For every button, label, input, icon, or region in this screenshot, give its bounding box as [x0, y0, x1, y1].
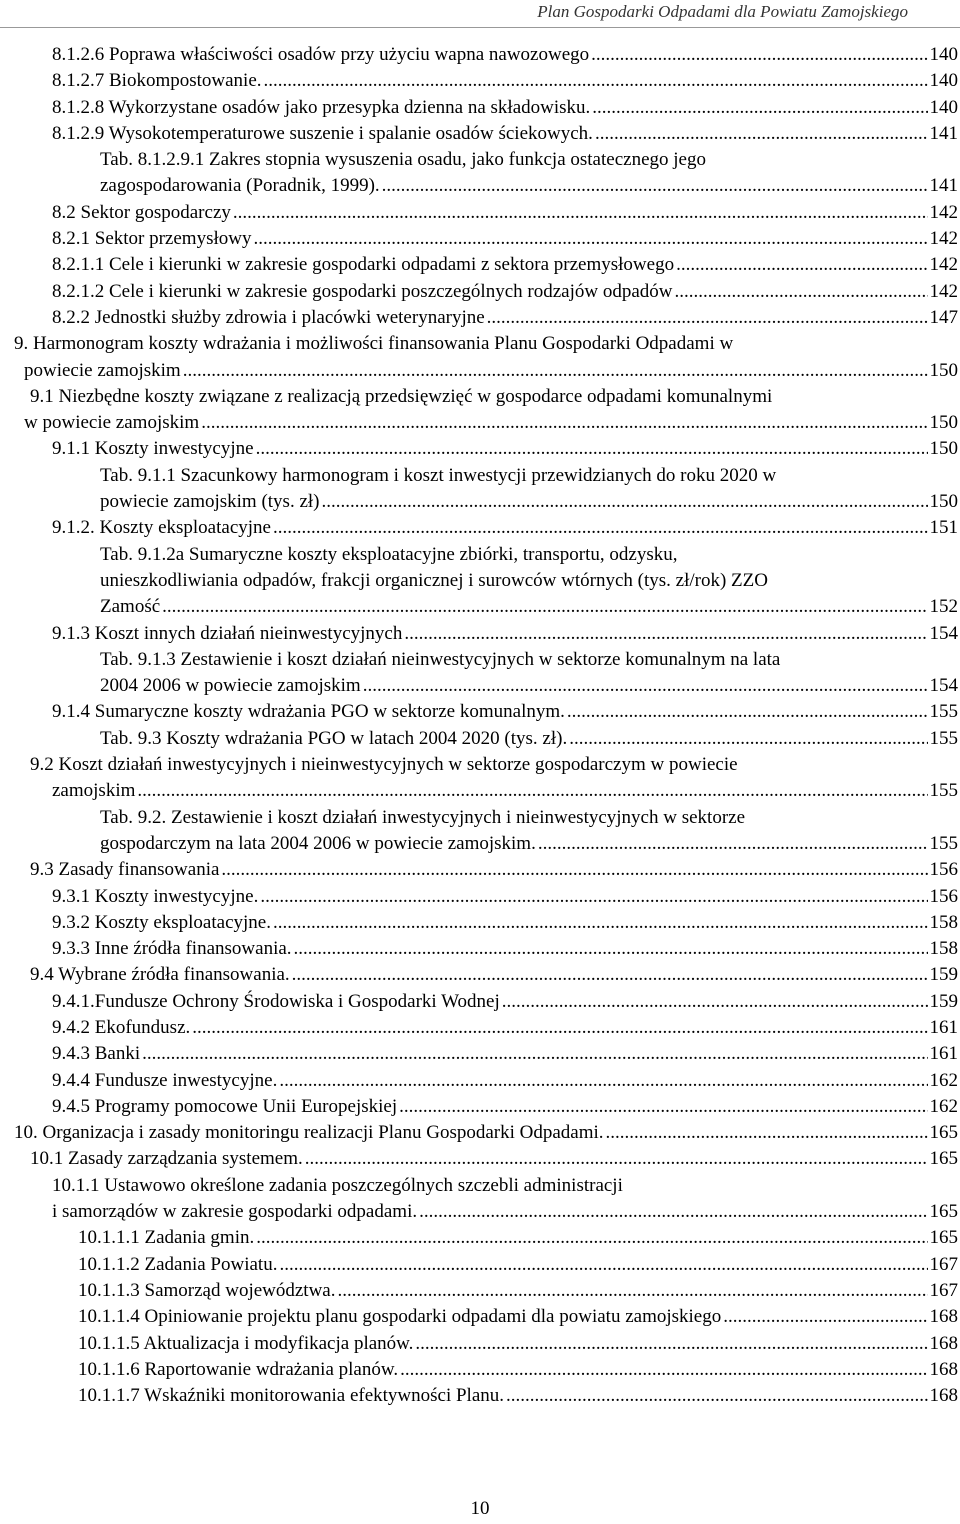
leader-dots: [253, 226, 927, 252]
toc-entry[interactable]: [0, 1357, 960, 1383]
toc-entry-title: 10.1.1.5 Aktualizacja i modyfikacja planów.: [78, 1332, 414, 1354]
toc-entry[interactable]: [0, 989, 960, 1015]
toc-entry-title: 9.3.3 Inne źródła finansowania.: [52, 938, 292, 960]
toc-entry-title: 10.1.1.2 Zadania Powiatu.: [78, 1253, 278, 1275]
leader-dots: [273, 515, 928, 541]
leader-dots: [162, 594, 927, 620]
leader-dots: [606, 1120, 928, 1146]
leader-dots: [538, 831, 928, 857]
page-number: 10: [470, 1498, 490, 1519]
toc-entry-title: 9.4.3 Banki: [52, 1043, 141, 1065]
toc-page-number: 158: [929, 938, 958, 960]
toc-entry[interactable]: [0, 226, 960, 252]
leader-dots: [419, 1199, 927, 1225]
toc-page-number: 140: [929, 70, 958, 92]
toc-entry[interactable]: [0, 857, 960, 883]
toc-entry-title: powiecie zamojskim: [24, 359, 181, 381]
toc-page-number: 142: [929, 280, 958, 302]
toc-page-number: 150: [929, 491, 958, 513]
toc-page-number: 140: [929, 96, 958, 118]
toc-entry-title: gospodarczym na lata 2004 2006 w powiecie zamojskim.: [100, 832, 536, 854]
toc-entry-title: 9.1.4 Sumaryczne koszty wdrażania PGO w sektorze komunalnym.: [52, 701, 565, 723]
toc-entry[interactable]: [0, 515, 960, 541]
toc-entry[interactable]: [0, 1041, 960, 1067]
toc-page-number: 168: [929, 1332, 958, 1354]
leader-dots: [676, 252, 927, 278]
toc-entry-title: 9.4.2 Ekofundusz.: [52, 1016, 191, 1038]
toc-page-number: 155: [929, 780, 958, 802]
toc-entry-title-line: Tab. 9.2. Zestawienie i koszt działań inwestycyjnych i nieinwestycyjnych w sektorze: [100, 806, 746, 828]
toc-entry-title: 8.2 Sektor gospodarczy: [52, 201, 231, 223]
toc-entry-title: 8.2.2 Jednostki służby zdrowia i placówki weterynaryjne: [52, 306, 485, 328]
toc-page-number: 156: [929, 885, 958, 907]
leader-dots: [595, 121, 928, 147]
toc-entry[interactable]: [0, 726, 960, 752]
toc-entry-title: 2004 2006 w powiecie zamojskim: [100, 675, 361, 697]
toc-page-number: 142: [929, 254, 958, 276]
running-header-title: Plan Gospodarki Odpadami dla Powiatu Zamojskiego: [537, 2, 908, 21]
leader-dots: [322, 489, 928, 515]
toc-entry-title: 10. Organizacja i zasady monitoringu realizacji Planu Gospodarki Odpadami.: [14, 1122, 604, 1144]
toc-entry-title-line: Tab. 9.1.1 Szacunkowy harmonogram i koszt inwestycji przewidzianych do roku 2020 w: [100, 464, 777, 486]
toc-entry[interactable]: [0, 384, 960, 437]
leader-dots: [256, 1225, 927, 1251]
leader-dots: [400, 1357, 927, 1383]
toc-page-number: 155: [929, 727, 958, 749]
toc-entry-title: 8.1.2.9 Wysokotemperaturowe suszenie i spalanie osadów ściekowych.: [52, 122, 593, 144]
toc-entry-title: 8.1.2.7 Biokompostowanie.: [52, 70, 262, 92]
header-rule: [0, 27, 960, 28]
leader-dots: [338, 1278, 928, 1304]
toc-page-number: 168: [929, 1306, 958, 1328]
leader-dots: [201, 410, 927, 436]
leader-dots: [233, 200, 928, 226]
toc-entry-title: 8.2.1.1 Cele i kierunki w zakresie gospodarki odpadami z sektora przemysłowego: [52, 254, 675, 276]
toc-page-number: 147: [929, 306, 958, 328]
toc-entry[interactable]: [0, 962, 960, 988]
toc-entry-title: 9.4.1.Fundusze Ochrony Środowiska i Gospodarki Wodnej: [52, 990, 500, 1012]
leader-dots: [279, 1068, 927, 1094]
toc-page-number: 155: [929, 701, 958, 723]
toc-entry-title: 9.3.1 Koszty inwestycyjne.: [52, 885, 259, 907]
toc-entry[interactable]: [0, 42, 960, 68]
toc-entry-title: zamojskim: [52, 780, 136, 802]
toc-entry-title: 10.1.1.7 Wskaźniki monitorowania efektywności Planu.: [78, 1385, 505, 1407]
toc-entry-title: 10.1.1.1 Zadania gmin.: [78, 1227, 255, 1249]
toc-entry-title: 8.2.1.2 Cele i kierunki w zakresie gospodarki poszczególnych rodzajów odpadów: [52, 280, 673, 302]
leader-dots: [723, 1304, 927, 1330]
toc-page-number: 161: [929, 1043, 958, 1065]
toc-entry[interactable]: [0, 1331, 960, 1357]
toc-entry-title: 10.1.1.3 Samorząd województwa.: [78, 1279, 336, 1301]
leader-dots: [279, 1252, 927, 1278]
toc-entry-title: 9.4.4 Fundusze inwestycyjne.: [52, 1069, 278, 1091]
toc-entry[interactable]: [0, 1278, 960, 1304]
leader-dots: [592, 95, 927, 121]
toc-entry[interactable]: [0, 1146, 960, 1172]
toc-page-number: 150: [929, 438, 958, 460]
leader-dots: [292, 962, 928, 988]
toc-entry-title: 8.2.1 Sektor przemysłowy: [52, 228, 252, 250]
leader-dots: [142, 1041, 927, 1067]
toc-entry-title: 10.1.1.6 Raportowanie wdrażania planów.: [78, 1358, 399, 1380]
toc-entry-title: 9.3 Zasady finansowania: [30, 859, 220, 881]
toc-entry-title-line: 10.1.1 Ustawowo określone zadania poszczególnych szczebli administracji: [52, 1174, 623, 1196]
toc-entry-title-line: 9. Harmonogram koszty wdrażania i możliwości finansowania Planu Gospodarki Odpadami w: [14, 333, 734, 355]
toc-entry[interactable]: [0, 1252, 960, 1278]
toc-entry-title: w powiecie zamojskim: [24, 412, 200, 434]
toc-entry[interactable]: [0, 1094, 960, 1120]
toc-page-number: 158: [929, 911, 958, 933]
toc-entry[interactable]: [0, 463, 960, 516]
toc-entry[interactable]: [0, 621, 960, 647]
leader-dots: [404, 621, 927, 647]
toc-page-number: 155: [929, 832, 958, 854]
toc-entry-title: i samorządów w zakresie gospodarki odpadami.: [52, 1201, 418, 1223]
leader-dots: [567, 699, 928, 725]
toc-entry[interactable]: [0, 1068, 960, 1094]
toc-entry[interactable]: [0, 331, 960, 384]
toc-page-number: 154: [929, 622, 958, 644]
toc-page-number: 150: [929, 412, 958, 434]
toc-entry-title-line: unieszkodliwiania odpadów, frakcji organicznej i surowców wtórnych (tys. zł/rok) ZZO: [100, 569, 768, 591]
toc-entry[interactable]: [0, 1383, 960, 1409]
toc-entry[interactable]: [0, 279, 960, 305]
toc-entry[interactable]: [0, 200, 960, 226]
leader-dots: [399, 1094, 927, 1120]
toc-page-number: 165: [929, 1201, 958, 1223]
toc-entry[interactable]: [0, 1015, 960, 1041]
toc-entry[interactable]: [0, 542, 960, 621]
toc-entry-title: 8.1.2.6 Poprawa właściwości osadów przy użyciu wapna nawozowego: [52, 44, 590, 65]
table-of-contents: [0, 42, 960, 1409]
toc-entry[interactable]: [0, 1120, 960, 1146]
toc-entry-title-line: Tab. 9.1.2a Sumaryczne koszty eksploatacyjne zbiórki, transportu, odzysku,: [100, 543, 678, 565]
toc-page-number: 167: [929, 1279, 958, 1301]
toc-page-number: 161: [929, 1016, 958, 1038]
toc-entry-title: Tab. 9.3 Koszty wdrażania PGO w latach 2004 2020 (tys. zł).: [100, 727, 568, 749]
toc-page-number: 165: [929, 1227, 958, 1249]
toc-entry-title-line: Tab. 8.1.2.9.1 Zakres stopnia wysuszenia osadu, jako funkcja ostatecznego jego: [100, 149, 706, 171]
toc-entry[interactable]: [0, 647, 960, 700]
leader-dots: [256, 436, 928, 462]
leader-dots: [415, 1331, 927, 1357]
toc-page-number: 141: [929, 175, 958, 197]
toc-entry[interactable]: [0, 910, 960, 936]
toc-entry-title-line: Tab. 9.1.3 Zestawienie i koszt działań nieinwestycyjnych w sektorze komunalnym na lata: [100, 648, 781, 670]
leader-dots: [264, 68, 928, 94]
toc-entry-title: zagospodarowania (Poradnik, 1999).: [100, 175, 380, 197]
toc-entry-title-line: 9.2 Koszt działań inwestycyjnych i nieinwestycyjnych w sektorze gospodarczym w powiecie: [30, 754, 738, 776]
toc-page-number: 159: [929, 964, 958, 986]
leader-dots: [363, 673, 928, 699]
leader-dots: [382, 173, 928, 199]
toc-entry-title: 10.1 Zasady zarządzania systemem.: [30, 1148, 303, 1170]
toc-entry[interactable]: [0, 936, 960, 962]
leader-dots: [506, 1383, 927, 1409]
toc-page-number: 142: [929, 201, 958, 223]
toc-entry-title: 9.4.5 Programy pomocowe Unii Europejskiej: [52, 1095, 398, 1117]
toc-page-number: 156: [929, 859, 958, 881]
leader-dots: [260, 884, 927, 910]
toc-page-number: 162: [929, 1069, 958, 1091]
toc-entry[interactable]: [0, 252, 960, 278]
toc-entry[interactable]: [0, 95, 960, 121]
toc-entry[interactable]: [0, 884, 960, 910]
toc-entry-title: powiecie zamojskim (tys. zł): [100, 491, 320, 513]
toc-page-number: 162: [929, 1095, 958, 1117]
toc-entry[interactable]: [0, 752, 960, 805]
toc-entry[interactable]: [0, 1173, 960, 1226]
leader-dots: [675, 279, 928, 305]
toc-entry-title: 9.1.2. Koszty eksploatacyjne: [52, 517, 271, 539]
leader-dots: [221, 857, 927, 883]
leader-dots: [487, 305, 928, 331]
toc-entry[interactable]: [0, 699, 960, 725]
toc-entry-title: 9.1.1 Koszty inwestycyjne: [52, 438, 254, 460]
toc-entry[interactable]: [0, 436, 960, 462]
toc-entry[interactable]: [0, 68, 960, 94]
toc-entry[interactable]: [0, 805, 960, 858]
toc-entry-title: 8.1.2.8 Wykorzystane osadów jako przesypka dzienna na składowisku.: [52, 96, 591, 118]
page-header: [0, 0, 960, 38]
toc-entry[interactable]: [0, 1304, 960, 1330]
toc-page-number: 168: [929, 1385, 958, 1407]
toc-page-number: 141: [929, 122, 958, 144]
toc-entry-title: 9.4 Wybrane źródła finansowania.: [30, 964, 290, 986]
toc-page-number: 159: [929, 990, 958, 1012]
toc-entry[interactable]: [0, 305, 960, 331]
toc-page-number: 140: [929, 44, 958, 65]
toc-page-number: 151: [929, 517, 958, 539]
leader-dots: [137, 778, 927, 804]
leader-dots: [569, 726, 927, 752]
toc-page-number: 142: [929, 228, 958, 250]
leader-dots: [502, 989, 928, 1015]
toc-page-number: 168: [929, 1358, 958, 1380]
leader-dots: [591, 42, 927, 68]
toc-entry-title: 9.3.2 Koszty eksploatacyjne.: [52, 911, 271, 933]
toc-entry-title-line: 9.1 Niezbędne koszty związane z realizacją przedsięwzięć w gospodarce odpadami komunalnymi: [30, 385, 773, 407]
toc-page-number: 167: [929, 1253, 958, 1275]
toc-page-number: 150: [929, 359, 958, 381]
toc-entry-title: Zamość: [100, 596, 161, 618]
toc-entry-title: 10.1.1.4 Opiniowanie projektu planu gospodarki odpadami dla powiatu zamojskiego: [78, 1306, 722, 1328]
toc-entry[interactable]: [0, 147, 960, 200]
toc-page-number: 165: [929, 1148, 958, 1170]
toc-entry[interactable]: [0, 121, 960, 147]
toc-page-number: 165: [929, 1122, 958, 1144]
toc-page-number: 152: [929, 596, 958, 618]
leader-dots: [294, 936, 928, 962]
leader-dots: [183, 358, 928, 384]
leader-dots: [305, 1146, 928, 1172]
toc-page-number: 154: [929, 675, 958, 697]
toc-entry-title: 9.1.3 Koszt innych działań nieinwestycyjnych: [52, 622, 403, 644]
toc-entry[interactable]: [0, 1225, 960, 1251]
leader-dots: [273, 910, 928, 936]
leader-dots: [192, 1015, 927, 1041]
